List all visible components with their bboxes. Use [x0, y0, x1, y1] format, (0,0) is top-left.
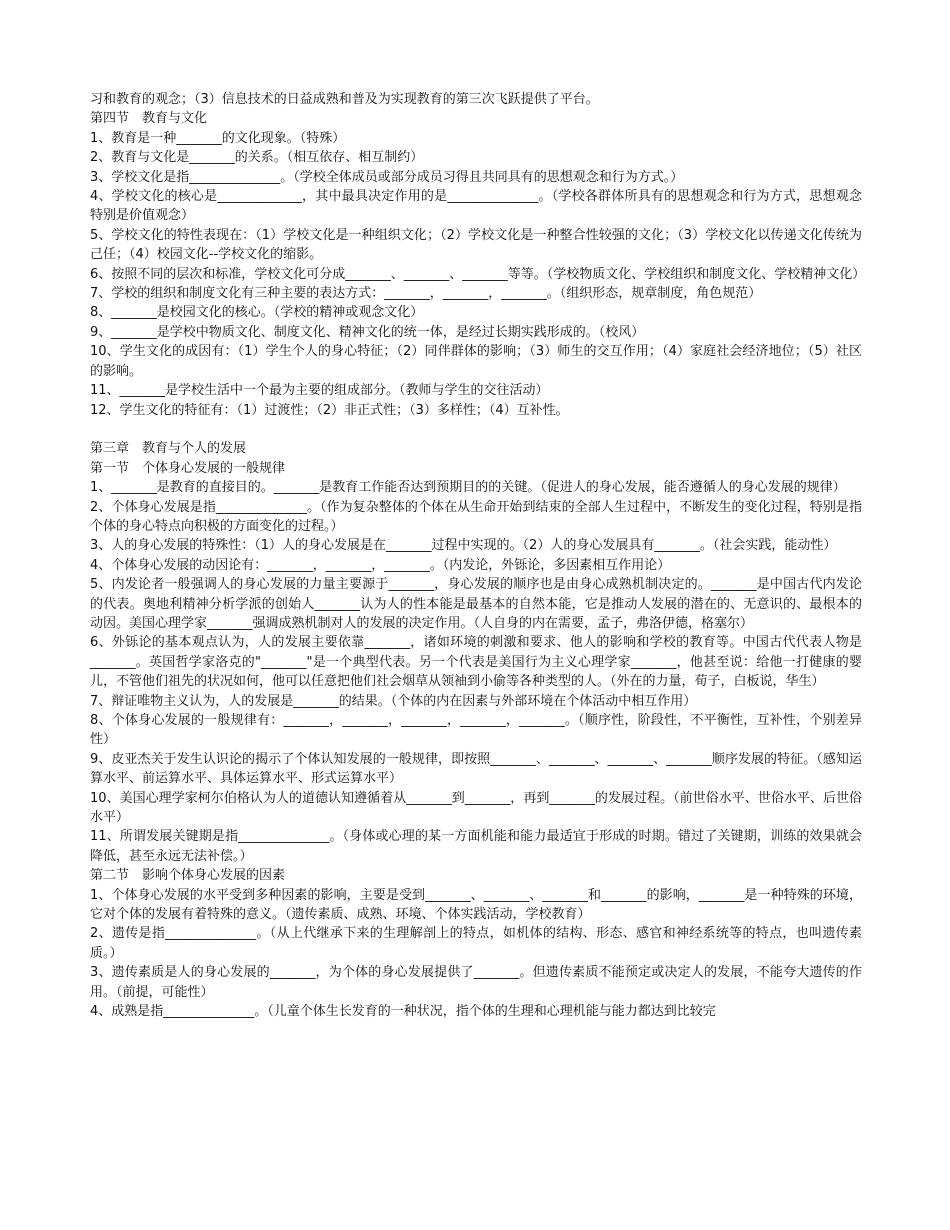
- paragraph: 11、所谓发展关键期是指______________。（身体或心理的某一方面机能和能力最适宜于形成的时期。错过了关键期，训练的效果就会降低，甚至永远无法补偿。）: [90, 829, 862, 864]
- paragraph: 2、遗传是指______________。（从上代继承下来的生理解剖上的特点，如机体的结构、形态、感官和神经系统等的特点，也叫遗传素质。）: [90, 926, 862, 961]
- section-heading: 第三章 教育与个人的发展: [90, 441, 247, 457]
- paragraph: 5、学校文化的特性表现在：（1）学校文化是一种组织文化；（2）学校文化是一种整合性较强的文化；（3）学校文化以传递文化传统为己任；（4）校园文化--学校文化的缩影。: [90, 227, 862, 263]
- paragraph: 3、学校文化是指______________。（学校全体成员或部分成员习得且共同具有的思想观念和行为方式。）: [90, 169, 684, 185]
- section-heading: 第四节 教育与文化: [90, 111, 208, 127]
- paragraph: 7、辩证唯物主义认为，人的发展是_______的结果。（个体的内在因素与外部环境在个体活动中相互作用）: [90, 693, 697, 709]
- paragraph: 6、按照不同的层次和标准，学校文化可分成_______、_______、_______等等。（学校物质文化、学校组织和制度文化、学校精神文化）: [90, 266, 866, 282]
- paragraph: 9、皮亚杰关于发生认识论的揭示了个体认知发展的一般规律，即按照_______、_______、_______、_______顺序发展的特征。（感知运算水平、前运算水平、具体运算水平、形式运算水平）: [90, 751, 862, 787]
- paragraph: 12、学生文化的特征有：（1）过渡性；（2）非正式性；（3）多样性；（4）互补性。: [90, 402, 569, 418]
- paragraph: 8、_______是校园文化的核心。（学校的精神或观念文化）: [90, 305, 424, 321]
- paragraph: 7、学校的组织和制度文化有三种主要的表达方式：_______，_______，_______。（组织形态，规章制度，角色规范）: [90, 286, 762, 302]
- paragraph: 11、_______是学校生活中一个最为主要的组成部分。（教师与学生的交往活动）: [90, 383, 549, 399]
- paragraph: 1、个体身心发展的水平受到多种因素的影响，主要是受到_______、_______、_______和_______的影响，_______是一种特殊的环境，它对个体的发展有着特殊的意义。（遗传素质、成熟、环境、个体实践活动，学校教育）: [90, 887, 862, 923]
- paragraph: 4、成熟是指______________。（儿童个体生长发育的一种状况，指个体的生理和心理机能与能力都达到比较完: [90, 1004, 716, 1020]
- paragraph: 习和教育的观念；（3）信息技术的日益成熟和普及为实现教育的第三次飞跃提供了平台。: [90, 92, 599, 107]
- blank-line: [90, 420, 862, 439]
- document-page: [90, 90, 866, 1021]
- section-heading: 第二节 影响个体身心发展的因素: [90, 868, 286, 884]
- paragraph: 2、个体身心发展是指______________。（作为复杂整体的个体在从生命开始到结束的全部人生过程中，不断发生的变化过程，特别是指个体的身心特点向积极的方面变化的过程。）: [90, 499, 862, 534]
- paragraph: 6、外铄论的基本观点认为，人的发展主要依靠_______，诸如环境的刺激和要求、他人的影响和学校的教育等。中国古代代表人物是_______。英国哲学家洛克的"_______"是一个典型代表。另一个代表是美国行为主义心理学家_______，他甚至说：给他一打健康的婴儿，不管他们祖先的状况如何，他可以任意把他们社会烟草从领袖到小偷等各种类型的人。（外在的力量，荀子，白板说，华生）: [90, 635, 862, 690]
- paragraph: 9、_______是学校中物质文化、制度文化、精神文化的统一体，是经过长期实践形成的。（校风）: [90, 324, 645, 340]
- paragraph: 8、个体身心发展的一般规律有：_______，_______，_______，_______，_______。（顺序性，阶段性，不平衡性，互补性，个别差异性）: [90, 712, 862, 748]
- paragraph: 3、遗传素质是人的身心发展的_______，为个体的身心发展提供了_______。但遗传素质不能预定或决定人的发展，不能夸大遗传的作用。（前提，可能性）: [90, 965, 862, 1000]
- section-heading: 第一节 个体身心发展的一般规律: [90, 460, 286, 476]
- paragraph: 5、内发论者一般强调人的身心发展的力量主要源于_______，身心发展的顺序也是由身心成熟机制决定的。_______是中国古代内发论的代表。奥地利精神分析学派的创始人_______认为人的性本能是最基本的自然本能，它是推动人发展的潜在的、无意识的、最根本的动因。美国心理学家_______强调成熟机制对人的发展的决定作用。（人自身的内在需要，孟子，弗洛伊德，格塞尔）: [90, 577, 862, 631]
- paragraph: 1、_______是教育的直接目的。_______是教育工作能否达到预期目的的关键。（促进人的身心发展，能否遵循人的身心发展的规律）: [90, 480, 846, 496]
- paragraph: 4、学校文化的核心是_____________，其中最具决定作用的是______________。（学校各群体所具有的思想观念和行为方式，思想观念特别是价值观念）: [90, 189, 862, 224]
- paragraph: 3、人的身心发展的特殊性：（1）人的身心发展是在_______过程中实现的。（2）人的身心发展具有_______。（社会实践，能动性）: [90, 538, 837, 554]
- paragraph: 10、学生文化的成因有：（1）学生个人的身心特征；（2）同伴群体的影响；（3）师生的交互作用；（4）家庭社会经济地位；（5）社区的影响。: [90, 344, 862, 379]
- paragraph: 10、美国心理学家柯尔伯格认为人的道德认知遵循着从_______到_______，再到_______的发展过程。（前世俗水平、世俗水平、后世俗水平）: [90, 790, 862, 826]
- paragraph: 1、教育是一种_______的文化现象。（特殊）: [90, 130, 346, 146]
- paragraph: 2、教育与文化是_______的关系。（相互依存、相互制约）: [90, 150, 424, 166]
- paragraph: 4、个体身心发展的动因论有：_______，_______，_______。（内发论，外铄论，多因素相互作用论）: [90, 557, 671, 573]
